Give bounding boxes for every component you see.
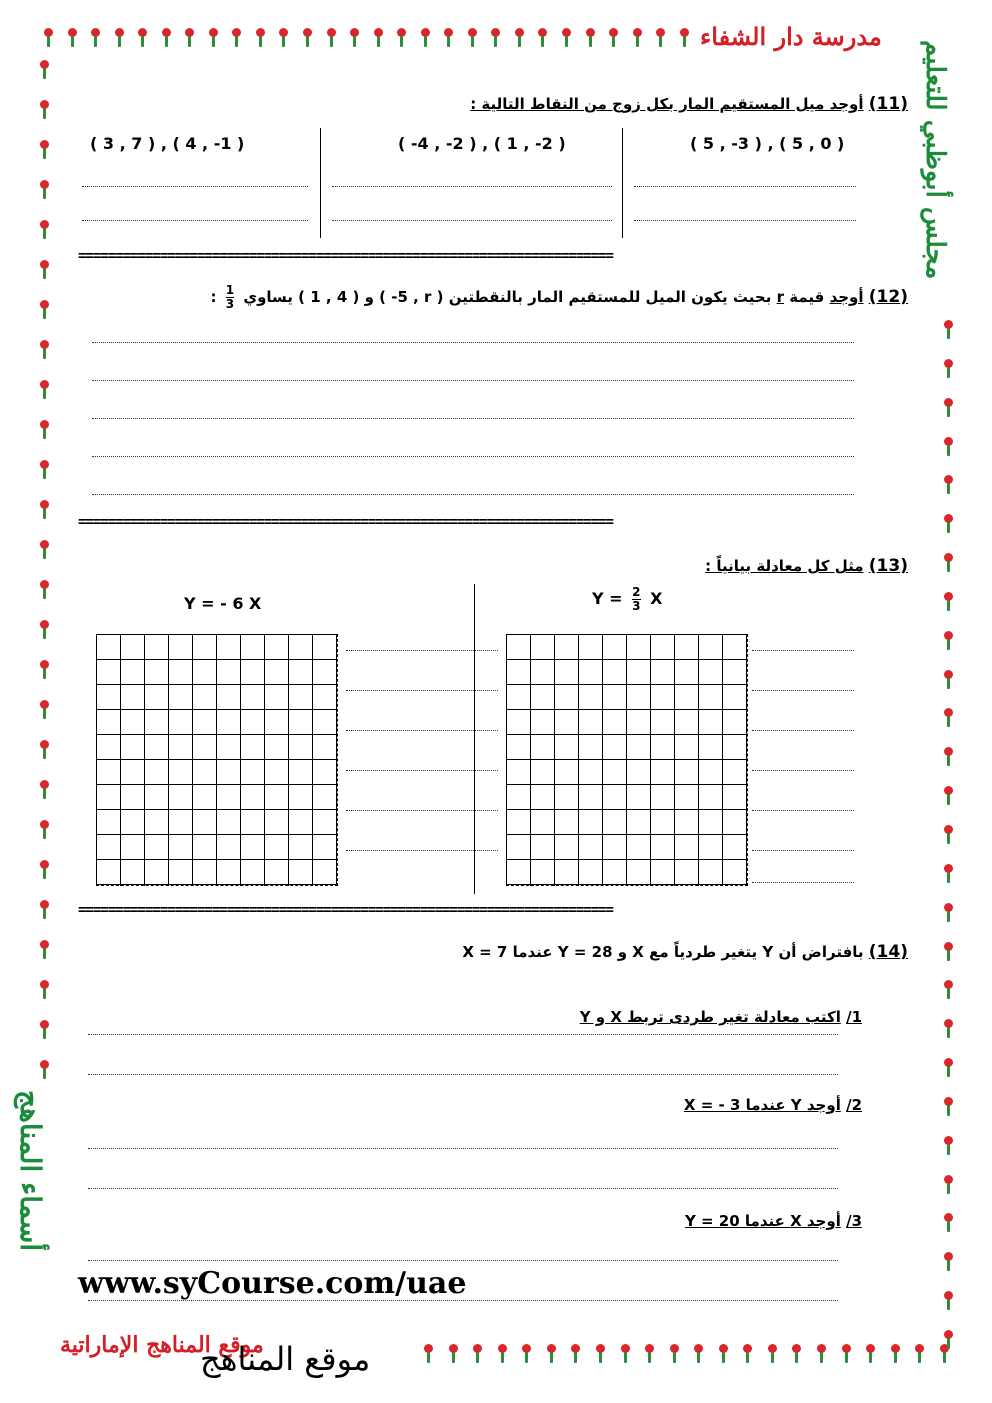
flower-ornament (940, 320, 956, 340)
flower-ornament (813, 1344, 829, 1364)
answer-line (92, 456, 854, 457)
flower-ornament (36, 980, 52, 1000)
flower-ornament (252, 28, 268, 48)
flower-ornament (940, 786, 956, 806)
flower-ornament (940, 670, 956, 690)
flower-ornament (36, 100, 52, 120)
q14-sub1: 1/ اكتب معادلة تغير طردى تربط X و Y (579, 1008, 862, 1026)
flower-ornament (36, 380, 52, 400)
flower-ornament (534, 28, 550, 48)
flower-ornament (158, 28, 174, 48)
separator: ======================================================================== (78, 902, 613, 918)
q12-point2: ( 1 , 4 ) (298, 288, 360, 306)
flower-ornament (36, 260, 52, 280)
answer-line (752, 882, 854, 883)
separator: ======================================================================== (78, 514, 613, 530)
flower-ornament (676, 28, 692, 48)
q11-number: (11) (868, 94, 908, 114)
q11-pair-3: ( 5 , -3 ) , ( 5 , 0 ) (690, 134, 845, 153)
answer-line (752, 730, 854, 731)
flower-ornament (641, 1344, 657, 1364)
flower-ornament (940, 359, 956, 379)
flower-ornament (940, 747, 956, 767)
flower-ornament (346, 28, 362, 48)
side-banner-right: مجلس أبوظبي للتعليم (920, 40, 950, 280)
q12-equals: يساوي (243, 288, 293, 306)
answer-line (752, 770, 854, 771)
flower-ornament (543, 1344, 559, 1364)
graph-grid-right[interactable] (506, 634, 748, 886)
flower-ornament (275, 28, 291, 48)
answer-line (346, 810, 498, 811)
flower-ornament (911, 1344, 927, 1364)
answer-line (332, 220, 612, 221)
answer-line (88, 1260, 838, 1261)
flower-ornament (940, 592, 956, 612)
flower-ornament (36, 860, 52, 880)
flower-ornament (592, 1344, 608, 1364)
q12-colon: : (210, 288, 217, 306)
flower-ornament (940, 398, 956, 418)
q11-pair-2: ( -4 , -2 ) , ( 1 , -2 ) (398, 134, 566, 153)
q14-sub2: 2/ أوجد Y عندما X = - 3 (683, 1096, 862, 1114)
flower-ornament (36, 140, 52, 160)
flower-ornament (518, 1344, 534, 1364)
q11-text: أوجد ميل المستقيم المار بكل زوج من النقاط التالية : (470, 95, 864, 113)
flower-ornament (940, 864, 956, 884)
flower-ornament (666, 1344, 682, 1364)
answer-line (82, 186, 308, 187)
answer-line (346, 650, 498, 651)
q13-number: (13) (868, 556, 908, 576)
flower-ornament (40, 28, 56, 48)
flower-ornament (36, 820, 52, 840)
flower-ornament (36, 940, 52, 960)
flower-ornament (36, 540, 52, 560)
answer-line (346, 770, 498, 771)
header-banner: مدرسة دار الشفاء (700, 22, 882, 51)
flower-ornament (690, 1344, 706, 1364)
border-left (36, 60, 58, 1080)
border-bottom (420, 1344, 952, 1366)
answer-line (346, 690, 498, 691)
flower-ornament (940, 942, 956, 962)
separator: ======================================================================== (78, 248, 613, 264)
q14-heading (462, 942, 908, 962)
q13-text: مثل كل معادلة بيانياً : (705, 557, 864, 575)
flower-ornament (494, 1344, 510, 1364)
side-banner-left: أسماء المناهج (14, 1090, 47, 1252)
flower-ornament (36, 60, 52, 80)
flower-ornament (464, 28, 480, 48)
q13-equation-left: Y = - 6 X (184, 594, 262, 613)
flower-ornament (940, 1136, 956, 1156)
flower-ornament (36, 580, 52, 600)
flower-ornament (111, 28, 127, 48)
q14-text: بافتراض أن Y يتغير طردياً مع X و Y = 28 عندما X = 7 (462, 943, 864, 961)
flower-ornament (36, 340, 52, 360)
q12-fraction: $\frac{1}{3}$ (225, 283, 235, 311)
footer-url[interactable]: www.syCourse.com/uae (78, 1266, 467, 1301)
flower-ornament (940, 1058, 956, 1078)
q11-pair-1: ( 3 , 7 ) , ( 4 , -1 ) (90, 134, 245, 153)
flower-ornament (36, 780, 52, 800)
flower-ornament (36, 1060, 52, 1080)
flower-ornament (64, 28, 80, 48)
answer-line (92, 342, 854, 343)
flower-ornament (299, 28, 315, 48)
q12-point1: ( -5 , r ) (379, 288, 444, 306)
flower-ornament (715, 1344, 731, 1364)
flower-ornament (764, 1344, 780, 1364)
flower-ornament (940, 553, 956, 573)
flower-ornament (228, 28, 244, 48)
flower-ornament (940, 1097, 956, 1117)
answer-line (752, 850, 854, 851)
flower-ornament (445, 1344, 461, 1364)
q11-divider-2 (622, 128, 623, 238)
answer-line (92, 380, 854, 381)
footer-site-name: موقع المناهج (200, 1340, 371, 1378)
flower-ornament (567, 1344, 583, 1364)
answer-line (634, 220, 856, 221)
answer-line (92, 418, 854, 419)
flower-ornament (36, 180, 52, 200)
answer-line (88, 1034, 838, 1035)
flower-ornament (420, 1344, 436, 1364)
q12-var: r (776, 288, 784, 306)
flower-ornament (940, 631, 956, 651)
flower-ornament (393, 28, 409, 48)
flower-ornament (87, 28, 103, 48)
flower-ornament (558, 28, 574, 48)
flower-ornament (629, 28, 645, 48)
flower-ornament (440, 28, 456, 48)
flower-ornament (940, 1213, 956, 1233)
q12-text-a: أوجد (829, 288, 864, 306)
q13-heading (705, 556, 908, 576)
flower-ornament (617, 1344, 633, 1364)
q11-divider-1 (320, 128, 321, 238)
border-top (40, 28, 692, 50)
flower-ornament (940, 514, 956, 534)
flower-ornament (487, 28, 503, 48)
q13-equation-right: Y = $\frac{2}{3}$ X (592, 585, 663, 613)
flower-ornament (36, 1020, 52, 1040)
q14-number: (14) (868, 942, 908, 962)
answer-line (752, 690, 854, 691)
answer-line (88, 1148, 838, 1149)
flower-ornament (788, 1344, 804, 1364)
flower-ornament (940, 475, 956, 495)
flower-ornament (652, 28, 668, 48)
flower-ornament (134, 28, 150, 48)
q12-number: (12) (868, 287, 908, 307)
q12-text-b: قيمة (789, 288, 825, 306)
flower-ornament (36, 500, 52, 520)
flower-ornament (739, 1344, 755, 1364)
q11-heading (470, 94, 908, 114)
flower-ornament (940, 980, 956, 1000)
flower-ornament (862, 1344, 878, 1364)
flower-ornament (181, 28, 197, 48)
q14-sub3: 3/ أوجد X عندما Y = 20 (684, 1212, 862, 1230)
flower-ornament (417, 28, 433, 48)
flower-ornament (36, 740, 52, 760)
flower-ornament (36, 420, 52, 440)
q12-heading (211, 284, 909, 311)
flower-ornament (940, 437, 956, 457)
flower-ornament (940, 903, 956, 923)
flower-ornament (940, 825, 956, 845)
flower-ornament (36, 900, 52, 920)
q13-divider (474, 584, 475, 894)
answer-line (752, 810, 854, 811)
flower-ornament (605, 28, 621, 48)
flower-ornament (940, 708, 956, 728)
answer-line (332, 186, 612, 187)
flower-ornament (36, 460, 52, 480)
flower-ornament (940, 1175, 956, 1195)
flower-ornament (887, 1344, 903, 1364)
flower-ornament (940, 1291, 956, 1311)
answer-line (346, 850, 498, 851)
flower-ornament (36, 660, 52, 680)
border-right (940, 320, 962, 1350)
flower-ornament (511, 28, 527, 48)
graph-grid-left[interactable] (96, 634, 338, 886)
flower-ornament (36, 620, 52, 640)
answer-line (752, 650, 854, 651)
flower-ornament (370, 28, 386, 48)
flower-ornament (323, 28, 339, 48)
answer-line (88, 1074, 838, 1075)
flower-ornament (36, 300, 52, 320)
flower-ornament (205, 28, 221, 48)
flower-ornament (940, 1019, 956, 1039)
flower-ornament (582, 28, 598, 48)
answer-line (88, 1188, 838, 1189)
flower-ornament (36, 700, 52, 720)
flower-ornament (838, 1344, 854, 1364)
flower-ornament (940, 1330, 956, 1350)
flower-ornament (940, 1252, 956, 1272)
answer-line (82, 220, 308, 221)
answer-line (92, 494, 854, 495)
flower-ornament (469, 1344, 485, 1364)
answer-line (346, 730, 498, 731)
bottom-banner: موقع المناهج الإماراتية (60, 1332, 264, 1358)
q12-text-c: بحيث يكون الميل للمستقيم المار بالنقطتين (448, 288, 772, 306)
answer-line (634, 186, 856, 187)
q12-and: و (364, 288, 374, 306)
flower-ornament (36, 220, 52, 240)
